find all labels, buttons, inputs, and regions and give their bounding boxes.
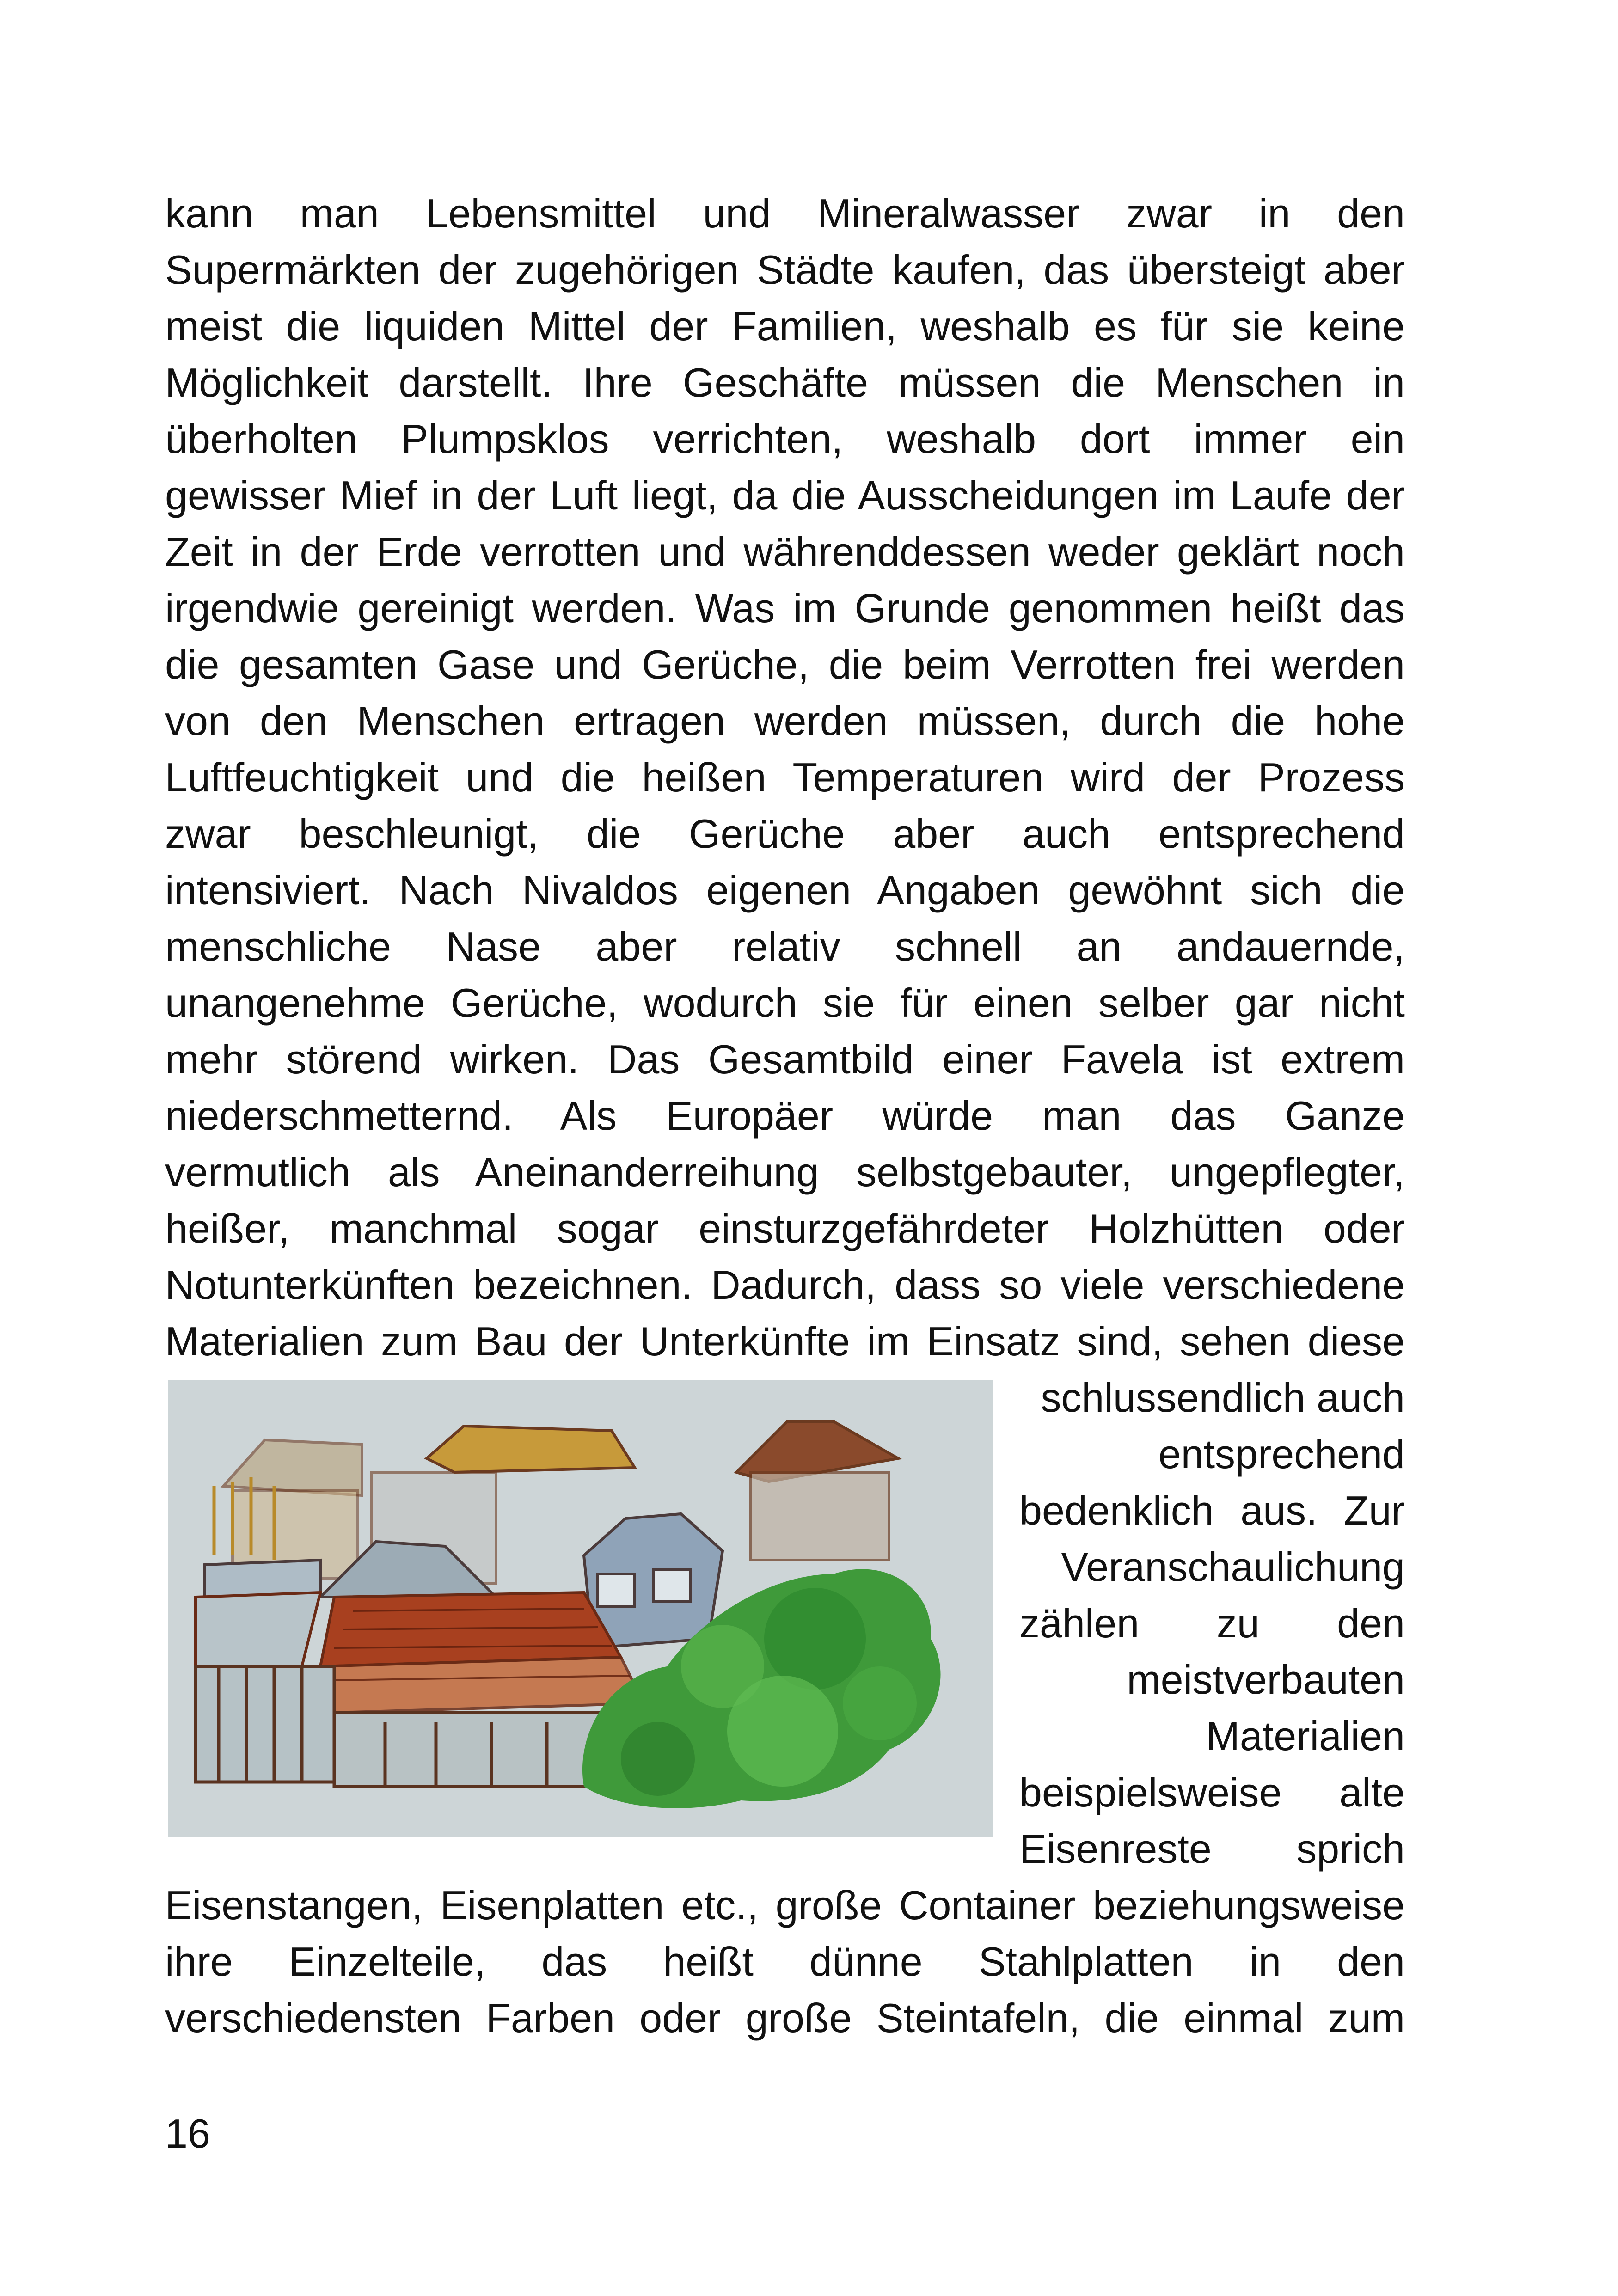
text-line: vermutlich als Aneinanderreihung selbstgebauter, ungepflegter, [165,1149,1405,1195]
side-text-line: Materialien [1206,1713,1405,1759]
text-line: heißer, manchmal sogar einsturzgefährdeter Holzhütten oder [165,1206,1405,1251]
text-line: gewisser Mief in der Luft liegt, da die Ausscheidungen im Laufe der [165,472,1405,518]
text-line: die gesamten Gase und Gerüche, die beim Verrotten frei werden [165,642,1405,687]
text-line: von den Menschen ertragen werden müssen, durch die hohe [165,698,1405,744]
text-line: niederschmetternd. Als Europäer würde man das Ganze [165,1093,1405,1139]
text-line: Materialien zum Bau der Unterkünfte im Einsatz sind, sehen diese [165,1318,1405,1364]
text-line: irgendwie gereinigt werden. Was im Grunde genommen heißt das [165,585,1405,631]
text-line: überholten Plumpsklos verrichten, weshalb dort immer ein [165,416,1405,462]
side-text-line: entsprechend [1158,1431,1405,1477]
text-line: unangenehme Gerüche, wodurch sie für einen selber gar nicht [165,980,1405,1026]
side-text-line: Eisenreste sprich [1019,1826,1405,1872]
side-text-line: zählen zu den [1019,1600,1405,1646]
text-line: Zeit in der Erde verrotten und währenddessen weder geklärt noch [165,529,1405,575]
text-line: Luftfeuchtigkeit und die heißen Temperaturen wird der Prozess [165,754,1405,800]
text-line: mehr störend wirken. Das Gesamtbild einer Favela ist extrem [165,1036,1405,1082]
text-line: verschiedensten Farben oder große Steintafeln, die einmal zum [165,1995,1405,2041]
favela-drawing-svg [168,1380,993,1837]
side-text-line: schlussendlich auch [1041,1375,1405,1420]
side-text-line: meistverbauten [1127,1657,1405,1702]
text-line: Notunterkünften bezeichnen. Dadurch, dass so viele verschiedene [165,1262,1405,1308]
text-line: intensiviert. Nach Nivaldos eigenen Angaben gewöhnt sich die [165,867,1405,913]
favela-drawing [168,1380,993,1837]
text-line: Supermärkten der zugehörigen Städte kaufen, das übersteigt aber [165,247,1405,293]
text-line: zwar beschleunigt, die Gerüche aber auch entsprechend [165,811,1405,857]
text-line: menschliche Nase aber relativ schnell an andauernde, [165,924,1405,969]
text-line: Möglichkeit darstellt. Ihre Geschäfte müssen die Menschen in [165,360,1405,405]
text-line: ihre Einzelteile, das heißt dünne Stahlplatten in den [165,1939,1405,1984]
side-text-line: bedenklich aus. Zur [1019,1488,1405,1533]
text-line: meist die liquiden Mittel der Familien, weshalb es für sie keine [165,303,1405,349]
text-line: kann man Lebensmittel und Mineralwasser zwar in den [165,190,1405,236]
page-number: 16 [165,2111,210,2156]
side-text-line: Veranschaulichung [1061,1544,1405,1590]
text-line: Eisenstangen, Eisenplatten etc., große Container beziehungsweise [165,1882,1405,1928]
side-text-line: beispielsweise alte [1019,1769,1405,1815]
